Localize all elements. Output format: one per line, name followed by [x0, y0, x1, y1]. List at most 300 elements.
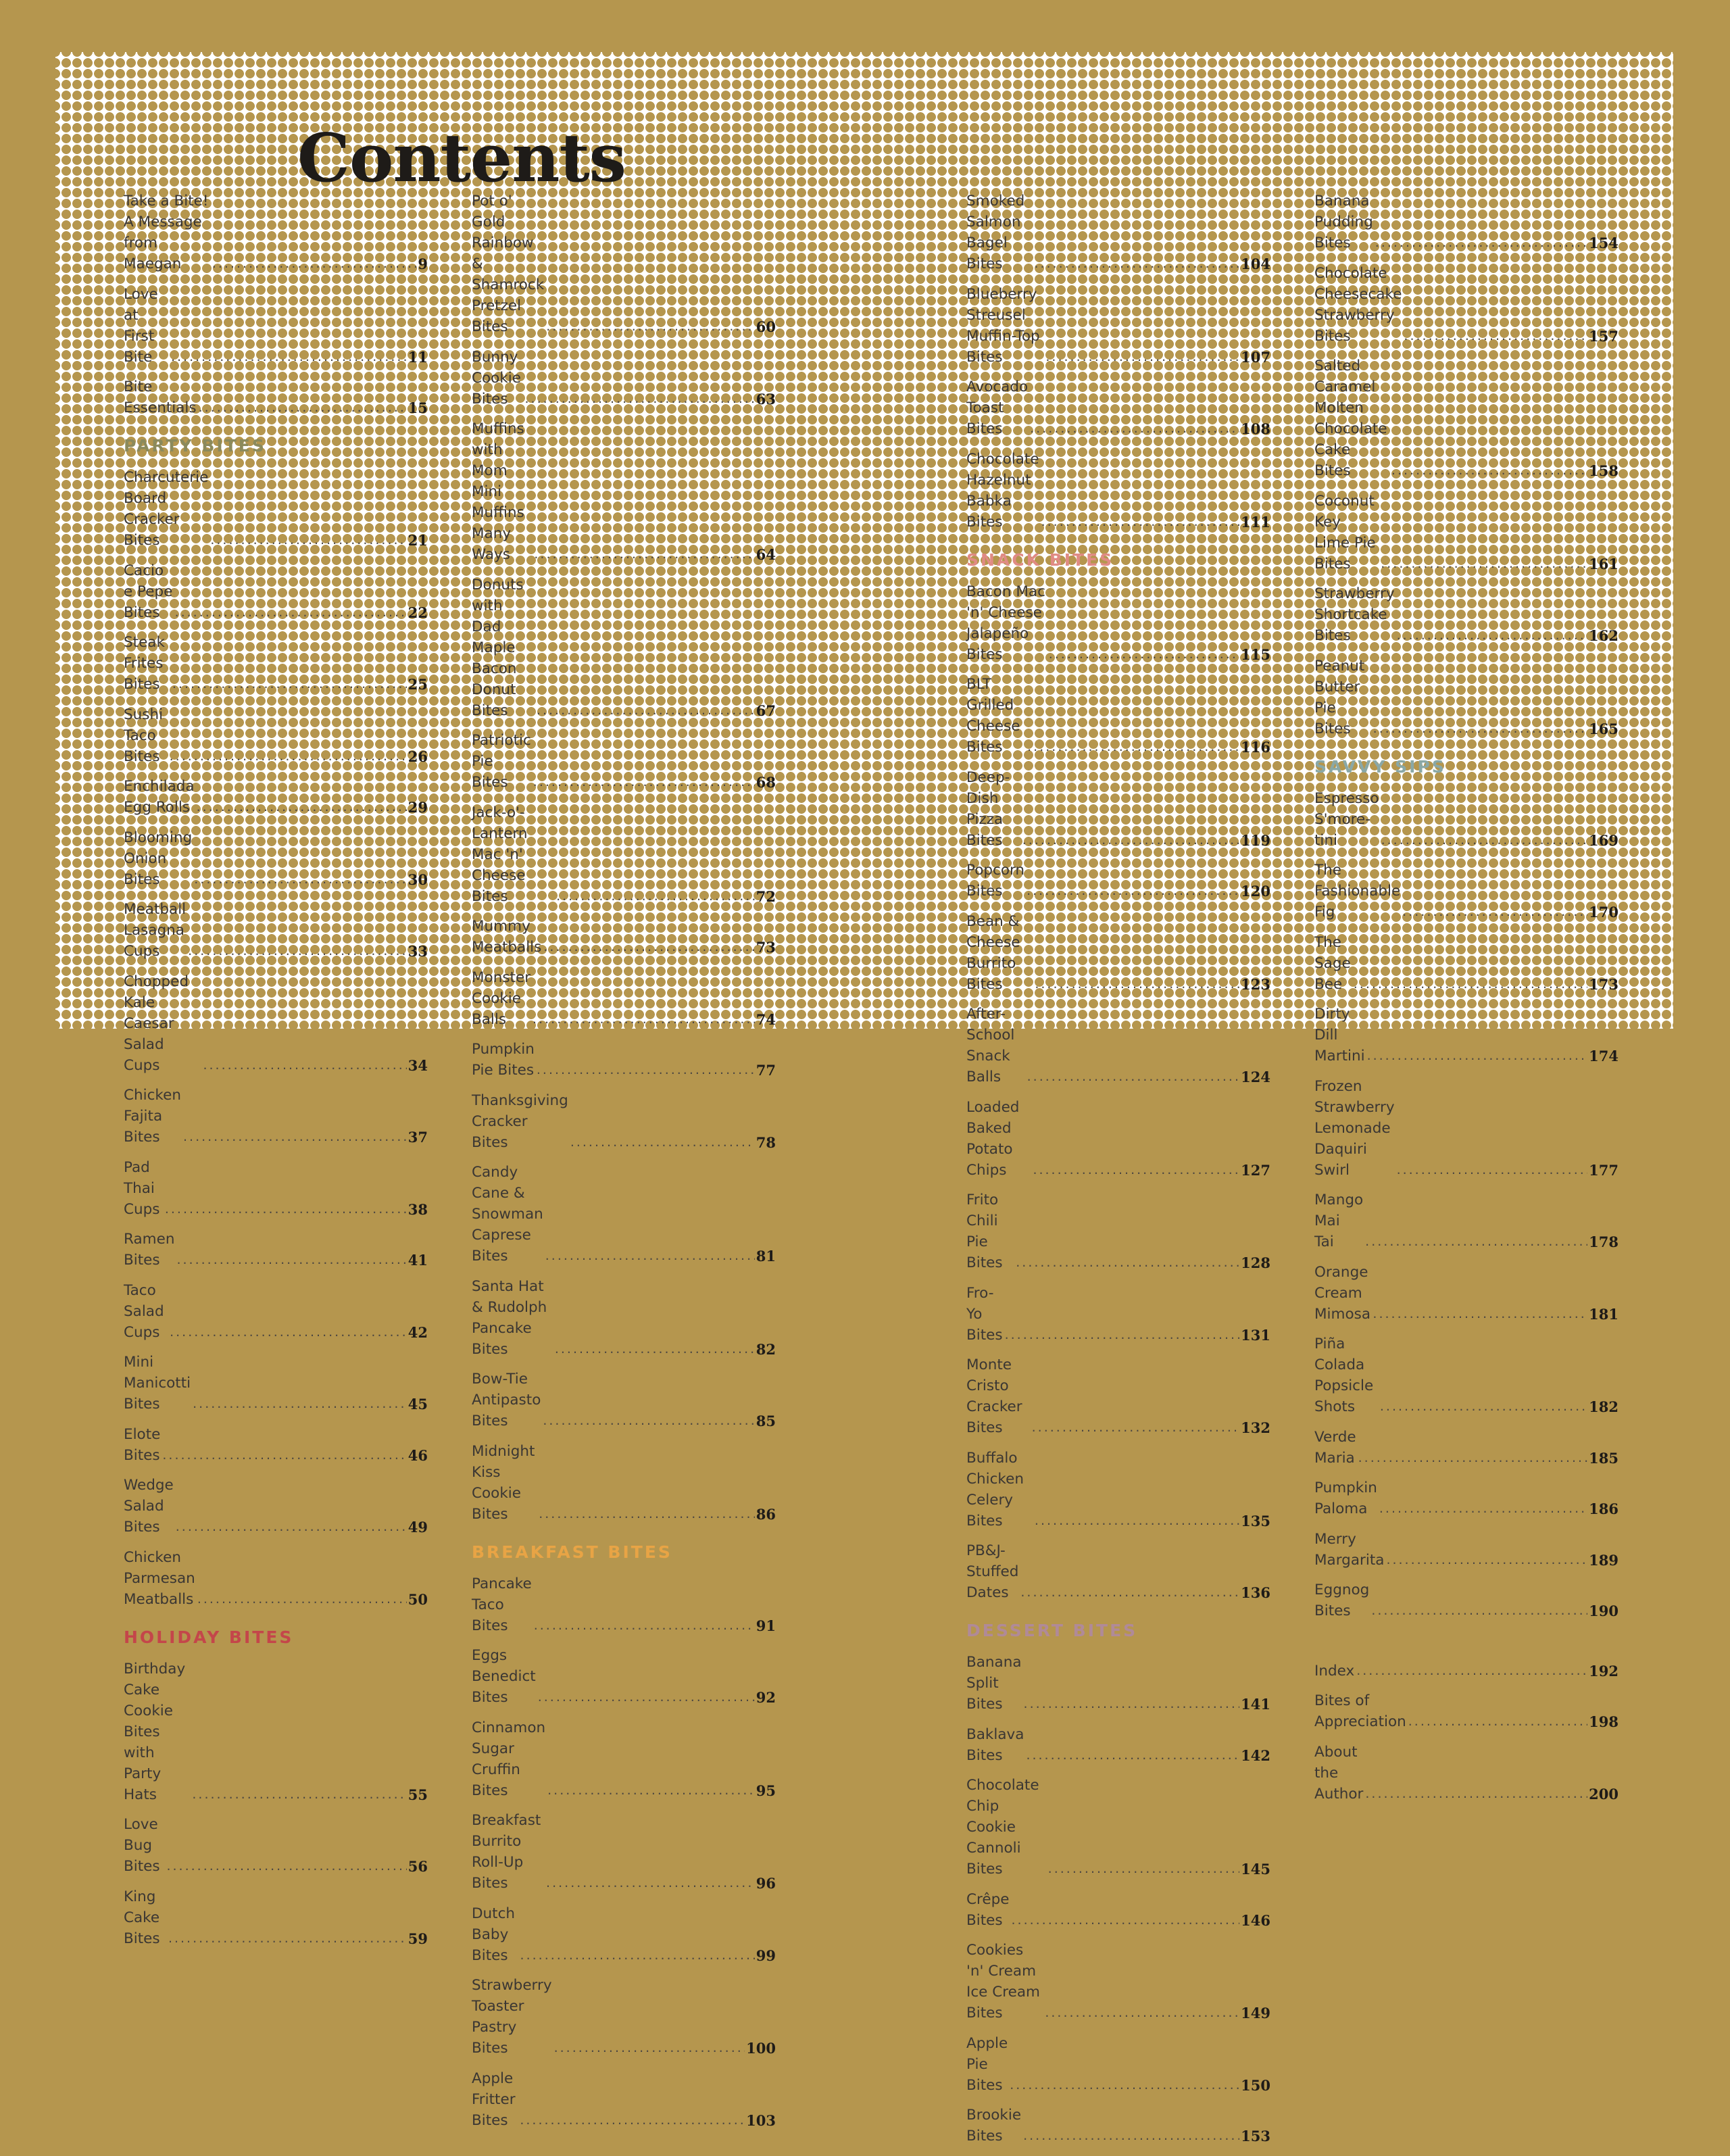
page-number: 85 [756, 1413, 776, 1429]
entry-title: Orange Cream Mimosa [1314, 1263, 1370, 1323]
page-number: 146 [1241, 1911, 1270, 1929]
entry-title: Dirty Dill Martini [1314, 1006, 1365, 1064]
dot-leader [1373, 718, 1588, 739]
entry-title: Donuts with Dad Maple Bacon Donut Bites [472, 576, 524, 719]
dot-leader [192, 1784, 406, 1805]
toc-entry [966, 1004, 1270, 1087]
page-number: 30 [407, 871, 428, 888]
page-number: 185 [1589, 1449, 1618, 1467]
entry-title: Smoked Salmon Bagel Bites [966, 193, 1025, 272]
toc-entry [1314, 1262, 1618, 1325]
toc-entry [966, 376, 1270, 439]
page-number: 25 [407, 676, 428, 693]
dot-leader [165, 1199, 407, 1220]
dot-leader [1034, 253, 1239, 274]
entry-title: Pancake Taco Bites [472, 1575, 532, 1634]
page-number: 55 [407, 1786, 428, 1803]
entry-title: Avocado Toast Bites [966, 378, 1029, 437]
dot-leader [1035, 1511, 1239, 1532]
entry-title: After-School Snack Balls [966, 1006, 1015, 1085]
page-number: 182 [1589, 1398, 1618, 1415]
page-number: 56 [407, 1858, 428, 1875]
dot-leader [1027, 737, 1239, 758]
toc-entry [1314, 1690, 1618, 1732]
entry-title: Steak Frites Bites [124, 634, 165, 693]
toc-entry [472, 1975, 776, 2059]
entry-title: Bunny Cookie Bites [472, 348, 521, 408]
entry-title: The Sage Bee [1314, 933, 1351, 993]
page-number: 127 [1241, 1161, 1270, 1179]
toc-entry [472, 1090, 776, 1153]
page-number: 200 [1589, 1785, 1618, 1803]
toc-entry [124, 1424, 428, 1466]
toc-entry [472, 967, 776, 1030]
entry-title: Chocolate Hazelnut Babka Bites [966, 450, 1039, 531]
toc-entry [124, 899, 428, 962]
toc-entry [1314, 860, 1618, 923]
page-number: 158 [1589, 462, 1618, 479]
toc-entry [1314, 1742, 1618, 1805]
page-number: 124 [1241, 1069, 1270, 1085]
dot-leader [1032, 1417, 1240, 1438]
dot-leader [1380, 1396, 1587, 1417]
page-number: 157 [1589, 327, 1618, 345]
toc-entry [124, 284, 428, 368]
dot-leader [1367, 1046, 1588, 1067]
dot-leader [1022, 830, 1239, 851]
dot-leader [175, 602, 407, 623]
toc-entry [124, 776, 428, 818]
toc-entry [966, 1652, 1270, 1715]
entry-title: Chopped Kale Caesar Salad Cups [124, 973, 189, 1074]
toc-entry [1314, 1529, 1618, 1571]
page-number: 154 [1589, 235, 1618, 251]
page-number: 135 [1241, 1512, 1270, 1529]
page-number: 38 [407, 1200, 428, 1218]
page-number: 34 [407, 1056, 428, 1074]
dot-leader [534, 1615, 755, 1636]
page-number: 150 [1241, 2076, 1270, 2094]
dot-leader [1023, 2126, 1239, 2147]
entry-title: Bean & Cheese Burrito Bites [966, 912, 1020, 993]
dot-leader [1041, 512, 1240, 533]
entry-title: Enchilada Egg Rolls [124, 778, 195, 816]
toc-entry [472, 802, 776, 907]
entry-title: Piña Colada Popsicle Shots [1314, 1336, 1374, 1415]
dot-leader [193, 1394, 407, 1415]
toc-entry [472, 191, 776, 337]
page-number: 67 [756, 702, 776, 719]
dot-leader [537, 700, 755, 721]
toc-entry [124, 1229, 428, 1271]
entry-title: Candy Cane & Snowman Caprese Bites [472, 1164, 543, 1265]
dot-leader [1027, 1067, 1240, 1087]
toc-entry [472, 730, 776, 793]
dot-leader [1408, 1711, 1587, 1732]
dot-leader [547, 1780, 755, 1801]
page-number: 189 [1589, 1551, 1618, 1569]
toc-entry [966, 1190, 1270, 1273]
toc-entry [472, 1276, 776, 1360]
dot-leader [172, 674, 407, 695]
toc-entry [124, 1280, 428, 1343]
toc-entry [966, 860, 1270, 902]
page-number: 86 [756, 1505, 776, 1523]
toc-entry [124, 1547, 428, 1610]
toc-entry [1314, 191, 1618, 253]
dot-leader [520, 1945, 755, 1966]
entry-title: Midnight Kiss Cookie Bites [472, 1442, 535, 1523]
dot-leader [183, 1127, 407, 1148]
toc-column-1 [124, 191, 428, 1958]
page-number: 115 [1241, 645, 1270, 663]
entry-title: The Fashionable Fig [1314, 862, 1401, 921]
entry-title: Breakfast Burrito Roll-Up Bites [472, 1812, 541, 1892]
entry-title: Coconut Key Lime Pie Bites [1314, 492, 1376, 572]
page-number: 190 [1589, 1602, 1618, 1619]
entry-title: Pad Thai Cups [124, 1158, 160, 1218]
toc-entry [472, 1039, 776, 1081]
entry-title: Love at First Bite [124, 285, 158, 366]
entry-title: Mummy Meatballs [472, 918, 542, 956]
toc-entry [472, 574, 776, 721]
dot-leader [1010, 2075, 1239, 2096]
toc-entry [124, 632, 428, 695]
toc-entry [966, 1540, 1270, 1603]
spacer [1314, 1631, 1618, 1661]
entry-title: Banana Pudding Bites [1314, 193, 1373, 251]
page-number: 198 [1589, 1713, 1618, 1730]
entry-title: Strawberry Shortcake Bites [1314, 585, 1395, 644]
entry-title: Santa Hat & Rudolph Pancake Bites [472, 1277, 547, 1358]
dot-leader [188, 941, 407, 962]
entry-title: Bow-Tie Antipasto Bites [472, 1371, 541, 1429]
dot-leader [538, 1687, 755, 1708]
dot-leader [1033, 1160, 1239, 1181]
toc-entry [472, 1162, 776, 1267]
toc-entry [124, 376, 428, 418]
dot-leader [1045, 347, 1239, 368]
toc-entry [124, 467, 428, 551]
page-number: 42 [407, 1323, 428, 1341]
entry-title: Cacio e Pepe Bites [124, 562, 173, 621]
page-number: 33 [407, 943, 428, 960]
entry-title: Frito Chili Pie Bites [966, 1192, 1003, 1271]
page-number: 177 [1589, 1161, 1618, 1179]
entry-title: Loaded Baked Potato Chips [966, 1098, 1020, 1179]
entry-title: Cookies 'n' Cream Ice Cream Bites [966, 1942, 1040, 2022]
entry-title: Bacon Mac 'n' Cheese Jalapeño Bites [966, 583, 1045, 663]
toc-column-2 [472, 191, 776, 2140]
page-number: 92 [756, 1689, 776, 1706]
entry-title: Salted Caramel Molten Chocolate Cake Bites [1314, 358, 1387, 479]
page-number: 123 [1241, 975, 1270, 993]
page-number: 111 [1241, 513, 1270, 531]
toc-entry [1314, 491, 1618, 574]
toc-entry [966, 449, 1270, 533]
entry-title: Monster Cookie Balls [472, 969, 531, 1028]
entry-title: Charcuterie Board Cracker Bites [124, 469, 209, 549]
entry-title: Elote Bites [124, 1425, 161, 1464]
toc-entry [472, 1903, 776, 1966]
entry-title: Take a Bite! A Message from Maegan [124, 193, 209, 272]
page-number: 116 [1241, 739, 1270, 756]
page-number: 81 [756, 1248, 776, 1265]
page-number: 103 [746, 2111, 776, 2129]
page-number: 107 [1241, 348, 1270, 366]
toc-entry [124, 1659, 428, 1805]
toc-entry [966, 1775, 1270, 1880]
dot-leader [162, 1445, 406, 1466]
dot-leader [543, 1411, 754, 1431]
dot-leader [1365, 1784, 1587, 1805]
entry-title: Meatball Lasagna Cups [124, 901, 187, 960]
entry-title: Espresso S'more-tini [1314, 789, 1379, 849]
page-number: 77 [756, 1062, 776, 1079]
dot-leader [533, 1009, 755, 1030]
dot-leader [1356, 1661, 1587, 1682]
entry-title: Thanksgiving Cracker Bites [472, 1092, 568, 1151]
page-number: 29 [407, 799, 428, 816]
entry-title: Blueberry Streusel Muffin-Top Bites [966, 285, 1040, 366]
dot-leader [533, 772, 755, 793]
dot-leader [166, 1856, 406, 1877]
entry-title: Apple Fritter Bites [472, 2069, 516, 2129]
dot-leader [203, 1055, 406, 1076]
entry-title: Cinnamon Sugar Cruffin Bites [472, 1719, 546, 1799]
entry-title: Peanut Butter Pie Bites [1314, 657, 1365, 737]
toc-entry [966, 1283, 1270, 1346]
toc-entry [472, 1810, 776, 1894]
toc-entry [1314, 356, 1618, 481]
dot-leader [1358, 1448, 1588, 1469]
dot-leader [520, 2110, 745, 2131]
page-number: 68 [756, 774, 776, 791]
toc-entry [1314, 1579, 1618, 1621]
page-number: 91 [756, 1617, 776, 1634]
toc-entry [124, 704, 428, 767]
dot-leader [1024, 1694, 1240, 1715]
dot-leader [555, 1339, 755, 1360]
page-number: 37 [407, 1129, 428, 1146]
entry-title: Buffalo Chicken Celery Bites [966, 1449, 1024, 1529]
dot-leader [1030, 418, 1239, 439]
page-number: 46 [407, 1446, 428, 1464]
entry-title: Chocolate Cheesecake Strawberry Bites [1314, 264, 1402, 345]
toc-entry [472, 1441, 776, 1525]
page-number: 186 [1589, 1500, 1618, 1517]
page-number: 78 [756, 1133, 776, 1151]
entry-title: Fro-Yo Bites [966, 1284, 1003, 1344]
dot-leader [545, 1246, 755, 1267]
dot-leader [1381, 830, 1588, 851]
entry-title: Frozen Strawberry Lemonade Daquiri Swirl [1314, 1077, 1395, 1179]
section-heading: PARTY BITES [124, 436, 266, 456]
page-number: 136 [1241, 1584, 1270, 1601]
toc-entry [124, 1352, 428, 1415]
dot-leader [176, 1250, 406, 1271]
entry-title: Blooming Onion Bites [124, 829, 193, 888]
dot-leader [1045, 2003, 1239, 2024]
page-number: 108 [1241, 420, 1270, 437]
toc-entry [124, 191, 428, 274]
dot-leader [1011, 1910, 1239, 1931]
toc-entry [966, 674, 1270, 758]
section-heading: BREAKFAST BITES [472, 1542, 672, 1562]
toc-entry [1314, 788, 1618, 851]
toc-entry [966, 1940, 1270, 2024]
entry-title: Eggnog Bites [1314, 1582, 1370, 1619]
entry-title: Dutch Baby Bites [472, 1905, 516, 1964]
page-title: Contents [297, 119, 626, 197]
dot-leader [194, 869, 407, 890]
page-number: 41 [407, 1252, 428, 1269]
dot-leader [1391, 460, 1587, 481]
dot-leader [1048, 1859, 1239, 1880]
page-number: 63 [756, 390, 776, 408]
page-number: 64 [756, 546, 776, 563]
entry-title: Bite Essentials [124, 378, 197, 416]
page-number: 59 [407, 1930, 428, 1947]
dot-leader [210, 530, 406, 551]
page-number: 145 [1241, 1861, 1270, 1878]
toc-entry [472, 916, 776, 958]
toc-entry [1314, 583, 1618, 646]
dot-leader [212, 253, 417, 274]
toc-entry [966, 1889, 1270, 1931]
toc-entry [124, 1886, 428, 1949]
toc-entry [966, 767, 1270, 851]
toc-entry [1314, 1661, 1618, 1682]
page-number: 22 [407, 604, 428, 621]
entry-title: Birthday Cake Cookie Bites with Party Hats [124, 1660, 186, 1803]
dot-leader [534, 544, 754, 565]
page-number: 169 [1589, 831, 1618, 849]
entry-title: Monte Cristo Cracker Bites [966, 1356, 1022, 1436]
entry-title: Merry Margarita [1314, 1530, 1385, 1569]
toc-entry [124, 560, 428, 623]
toc-entry [124, 971, 428, 1076]
dot-leader [546, 316, 755, 337]
dot-leader [176, 1517, 407, 1538]
page-number: 45 [407, 1396, 428, 1413]
dot-leader [1049, 644, 1239, 665]
entry-title: About the Author [1314, 1743, 1364, 1803]
dot-leader [539, 1504, 755, 1525]
page-number: 60 [756, 318, 776, 335]
page-number: 72 [756, 887, 776, 905]
entry-title: Banana Split Bites [966, 1654, 1022, 1713]
page-number: 153 [1241, 2128, 1270, 2145]
entry-title: Eggs Benedict Bites [472, 1647, 536, 1706]
entry-title: Popcorn Bites [966, 862, 1025, 900]
page-number: 21 [407, 532, 428, 549]
dot-leader [554, 2038, 745, 2059]
dot-leader [556, 886, 755, 907]
toc-entry [472, 347, 776, 410]
toc-entry [966, 2105, 1270, 2147]
entry-title: Jack-o'-Lantern Mac 'n' Cheese Bites [472, 804, 528, 905]
entry-title: BLT Grilled Cheese Bites [966, 676, 1020, 756]
entry-title: Mini Manicotti Bites [124, 1354, 191, 1413]
dot-leader [170, 746, 407, 767]
page-number: 132 [1241, 1419, 1270, 1436]
entry-title: Pumpkin Paloma [1314, 1479, 1377, 1517]
entry-title: Brookie Bites [966, 2107, 1022, 2145]
dot-leader [1005, 1325, 1240, 1346]
page-number: 162 [1589, 627, 1618, 644]
toc-entry [966, 1724, 1270, 1766]
toc-entry [124, 1814, 428, 1877]
dot-leader [543, 937, 754, 958]
dot-leader [1026, 1745, 1239, 1766]
toc-entry [472, 1573, 776, 1636]
dot-leader [197, 797, 407, 818]
page-number: 178 [1589, 1233, 1618, 1250]
page-number: 149 [1241, 2005, 1270, 2022]
page-number: 142 [1241, 1746, 1270, 1764]
toc-entry [966, 1354, 1270, 1438]
entry-title: Verde Maria [1314, 1428, 1356, 1467]
entry-title: Patriotic Pie Bites [472, 732, 531, 791]
entry-title: Deep-Dish Pizza Bites [966, 768, 1010, 849]
dot-leader [170, 1322, 407, 1343]
entry-title: Crêpe Bites [966, 1890, 1010, 1929]
toc-entry [1314, 263, 1618, 347]
toc-entry [124, 1475, 428, 1538]
dot-leader [1397, 625, 1588, 646]
dot-leader [1016, 1252, 1239, 1273]
toc-entry [472, 418, 776, 565]
entry-title: King Cake Bites [124, 1888, 160, 1947]
dot-leader [570, 1132, 755, 1153]
dot-leader [1375, 232, 1587, 253]
page-number: 26 [407, 748, 428, 765]
dot-leader [1354, 974, 1587, 995]
page-number: 141 [1241, 1696, 1270, 1713]
page-number: 50 [407, 1590, 428, 1608]
page-number: 99 [756, 1946, 776, 1964]
dot-leader [1397, 1160, 1588, 1181]
dot-leader [537, 1060, 755, 1081]
toc-entry [966, 2033, 1270, 2096]
page-number: 74 [756, 1010, 776, 1028]
page-number: 95 [756, 1782, 776, 1799]
entry-title: Apple Pie Bites [966, 2034, 1008, 2094]
toc-entry [472, 1717, 776, 1801]
toc-entry [1314, 1190, 1618, 1252]
page-number: 192 [1589, 1662, 1618, 1680]
dot-leader [546, 1873, 755, 1894]
entry-title: Strawberry Toaster Pastry Bites [472, 1977, 552, 2057]
dot-leader [1404, 326, 1587, 347]
dot-leader [1381, 554, 1587, 574]
dot-leader [1371, 1600, 1587, 1621]
toc-entry [966, 911, 1270, 995]
entry-title: Muffins with Mom Mini Muffins Many Ways [472, 420, 524, 563]
dot-leader [1373, 1304, 1587, 1325]
entry-title: Love Bug Bites [124, 1816, 160, 1875]
page-number: 181 [1589, 1305, 1618, 1323]
toc-entry [966, 1097, 1270, 1181]
toc-entry [966, 581, 1270, 665]
dot-leader [1402, 902, 1587, 923]
page-number: 82 [756, 1340, 776, 1358]
toc-column-4 [1314, 191, 1618, 1813]
page-number: 15 [407, 399, 428, 416]
entry-title: Index [1314, 1662, 1355, 1680]
entry-title: PB&J-Stuffed Dates [966, 1542, 1019, 1601]
